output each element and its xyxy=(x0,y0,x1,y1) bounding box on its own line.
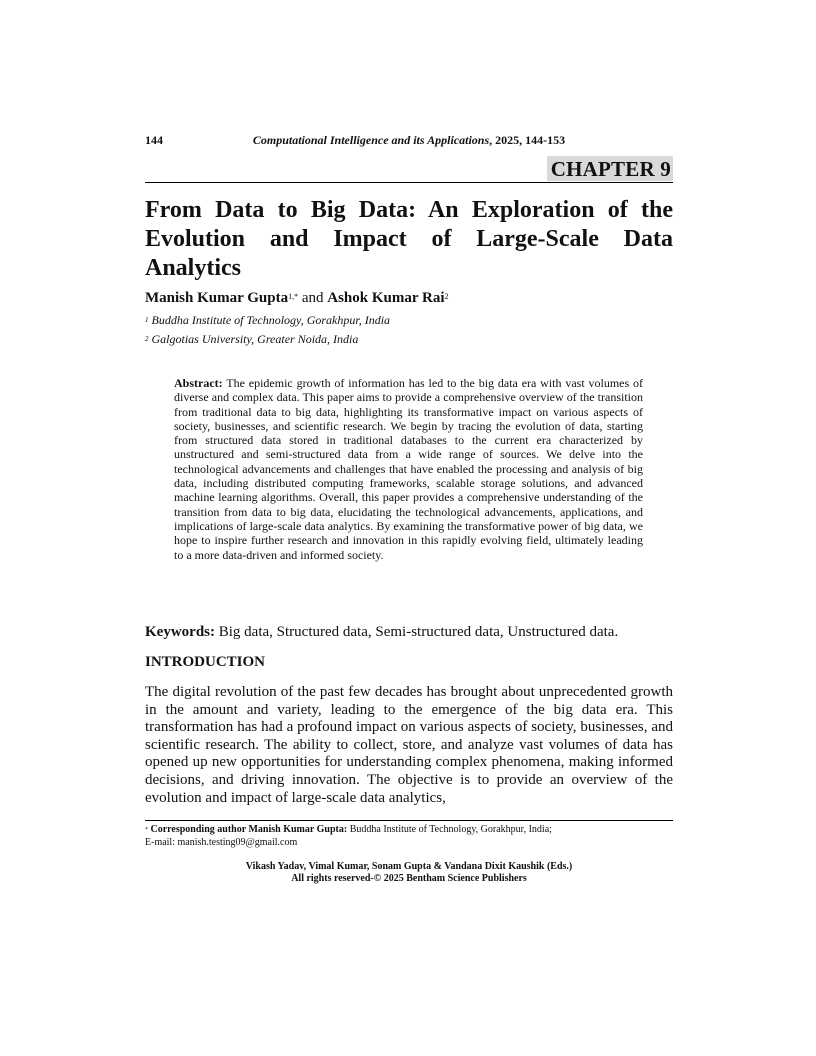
footnote-label: Corresponding author Manish Kumar Gupta: xyxy=(150,824,348,835)
author-name-2: Ashok Kumar Rai xyxy=(327,290,445,306)
abstract-label: Abstract: xyxy=(174,376,223,390)
page-number: 144 xyxy=(145,133,163,147)
author-line xyxy=(145,289,449,307)
author-2-affiliation-marker: 2 xyxy=(444,292,449,301)
affiliation-2-text: Galgotias University, Greater Noida, India xyxy=(151,332,359,346)
affiliation-1-text: Buddha Institute of Technology, Gorakhpur, India xyxy=(151,313,391,327)
introduction-paragraph: The digital revolution of the past few decades has brought about unprecedented growth in the amount and variety, leading to the emergence of the big data era. This transformation has had a profound impact on various aspects of society, businesses, and scientific research. The ability to collect, store, and analyze vast volumes of data has opened up new opportunities for understanding complex phenomena, making informed decisions, and driving innovation. The objective is to provide an overview of the evolution and impact of large-scale data analytics, xyxy=(145,684,673,806)
running-header xyxy=(145,133,673,148)
footnote-marker: * xyxy=(145,827,148,833)
keywords-label: Keywords: xyxy=(145,624,215,640)
journal-year-pages: , 2025, 144-153 xyxy=(489,133,566,147)
chapter-divider xyxy=(145,182,673,183)
chapter-label xyxy=(145,157,673,182)
affiliation-2 xyxy=(145,332,358,347)
affiliation-2-marker: 2 xyxy=(145,335,149,343)
chapter-title: From Data to Big Data: An Exploration of the Evolution and Impact of Large-Scale Data Analytics xyxy=(145,197,673,281)
footnote-email: E-mail: manish.testing09@gmail.com xyxy=(145,836,298,848)
journal-name: Computational Intelligence and its Applications xyxy=(252,133,490,147)
keywords xyxy=(145,623,673,641)
author-1-affiliation-marker: 1,* xyxy=(288,292,299,301)
section-heading-introduction: INTRODUCTION xyxy=(145,654,266,670)
affiliation-1 xyxy=(145,313,390,328)
footnote xyxy=(145,824,673,849)
footnote-divider xyxy=(145,820,673,821)
abstract-text: The epidemic growth of information has led to the big data era with vast volumes of diverse and complex data. This paper aims to provide a comprehensive overview of the transition from traditional data to big data, highlighting its transformative impact on various aspects of society, businesses, and scientific research. We begin by tracing the evolution of data, starting from structured data stored in traditional databases to the current era characterized by unstructured and semi-structured data from a wide range of sources. We delve into the technological advancements and challenges that have enabled the processing and analysis of big data, including distributed computing frameworks, scalable storage solutions, and advanced machine learning algorithms. Overall, this paper provides a comprehensive understanding of the transition from data to big data, elucidating the technological advancements, applications, and implications of large-scale data analytics. By examining the transformative power of big data, we hope to inspire further research and innovation in this rapidly evolving field, ultimately leading to a more data-driven and informed society. xyxy=(174,376,643,562)
abstract xyxy=(174,376,643,562)
author-conjunction: and xyxy=(298,290,328,306)
author-name-1: Manish Kumar Gupta xyxy=(145,290,289,306)
chapter-label-text: CHAPTER 9 xyxy=(547,156,673,181)
copyright-line: All rights reserved-© 2025 Bentham Science Publishers xyxy=(291,873,527,884)
book-editors: Vikash Yadav, Vimal Kumar, Sonam Gupta & Vandana Dixit Kaushik (Eds.) xyxy=(245,861,573,872)
footnote-affiliation: Buddha Institute of Technology, Gorakhpur, India; xyxy=(347,824,552,835)
affiliation-1-marker: 1 xyxy=(145,316,149,324)
keywords-text: Big data, Structured data, Semi-structured data, Unstructured data. xyxy=(215,624,619,640)
